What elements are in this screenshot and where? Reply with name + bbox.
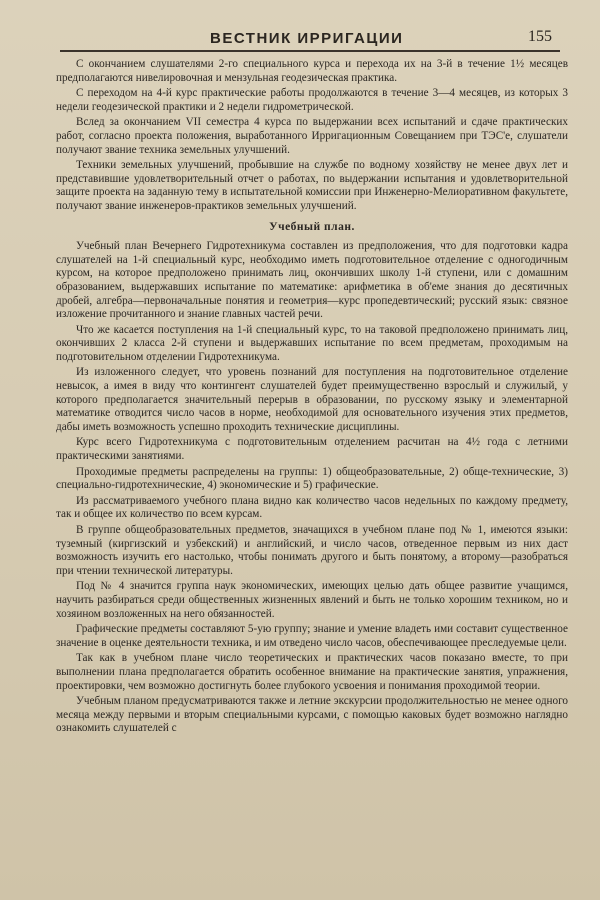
paragraph: Учебным планом предусматриваются также и летние экскурсии продолжительностью не менее одного месяца между первыми и вторым специальными курсами, с помощью каковых будет возможно наглядно ознакомить слушателей с [56, 695, 568, 735]
paragraph: Так как в учебном плане число теоретических и практических часов показано вместе, то при выполнении плана предполагается обратить особенное внимание на практические занятия, упражнения, проектировки, чем возможно достигнуть более глубокого усвоения и понимания проходимой теории. [56, 652, 568, 692]
paragraph: Проходимые предметы распределены на группы: 1) общеобразовательные, 2) обще-технические, 3) специально-гидротехнические, 4) экономические и 5) графические. [56, 465, 568, 492]
paragraph: Из рассматриваемого учебного плана видно как количество часов недельных по каждому предмету, так и общее их количество по всем курсам. [56, 494, 568, 521]
paragraph: Что же касается поступления на 1-й специальный курс, то на таковой предположено принимать лиц, окончивших 2 класса 2-й ступени и выдержавших испытание по всем предметам, проходимым на подготовительном отделении Гидротехникума. [56, 323, 568, 363]
paragraph: Из изложенного следует, что уровень познаний для поступления на подготовительное отделение невысок, а имея в виду что контингент слушателей будет преимущественно взрослый и служилый, у которого предполагается значительный перерыв в образовании, по русскому языку и элементарной математике отводится число часов в норме, необходимой для основательного изучения этих предметов, дабы иметь возможность успешно проходить технические дисциплины. [56, 366, 568, 433]
paragraph: Под № 4 значится группа наук экономических, имеющих целью дать общее развитие учащимся, научить разбираться среди общественных жизненных явлений и быть не только хорошим техником, но и хозяином возложенных на него обязанностей. [56, 580, 568, 620]
journal-title: ВЕСТНИК ИРРИГАЦИИ [210, 30, 404, 47]
paragraph: Учебный план Вечернего Гидротехникума составлен из предположения, что для подготовки кадра слушателей на 1-й специальный курс, необходимо иметь подготовительное отделение с одногодичным курсом, на которое предположено принимать лиц, окончивших школу 1-й ступени, или с домашним образованием, выдержавших испытание по математике: арифметика в об'еме знания до десятичных дробей, алгебра—первоначальные понятия и геометрия—курс пропедевтический; русский язык: связное изложение прочитанного и знание главных частей речи. [56, 240, 568, 321]
paragraph: Техники земельных улучшений, пробывшие на службе по водному хозяйству не менее двух лет и представившие удовлетворительный отчет о работах, по выдержании испытания и удовлетворительной защите проекта на заданную тему в испытательной комиссии при Инженерно-Мелиоративном факультете, получают звание инженеров-практиков земельных улучшений. [56, 159, 568, 212]
article-body [56, 58, 568, 738]
running-header [60, 22, 560, 52]
paragraph: Графические предметы составляют 5-ую группу; знание и умение владеть ими составит существенное значение в оценке деятельности техника, и им отведено число часов, обеспечивающее преследуемые цели. [56, 623, 568, 649]
paragraph: Вслед за окончанием VII семестра 4 курса по выдержании всех испытаний и сдаче практических работ, согласно проекта положения, выработанного Ирригационным Совещанием при ТЭС'е, слушатели получают звание техника земельных улучшений. [56, 116, 568, 156]
paragraph: С окончанием слушателями 2-го специального курса и перехода их на 3-й в течение 1½ месяцев предполагаются нивелировочная и мензульная геодезическая практика. [56, 58, 568, 84]
paragraph: В группе общеобразовательных предметов, значащихся в учебном плане под № 1, имеются языки: туземный (киргизский и узбекский) и английский, и число часов, отведенное первым из них даст возможность изучить его настолько, чтобы понимать другого и быть понятому, а второму—разобраться при чтении технической литературы. [56, 524, 568, 577]
page-number: 155 [528, 28, 552, 45]
section-heading: Учебный план. [269, 220, 355, 233]
paragraph: С переходом на 4-й курс практические работы продолжаются в течение 3—4 месяцев, из которых 3 недели геодезической практики и 2 недели гидрометрической. [56, 87, 568, 113]
paragraph: Курс всего Гидротехникума с подготовительным отделением расчитан на 4½ года с летними практическими занятиями. [56, 436, 568, 463]
